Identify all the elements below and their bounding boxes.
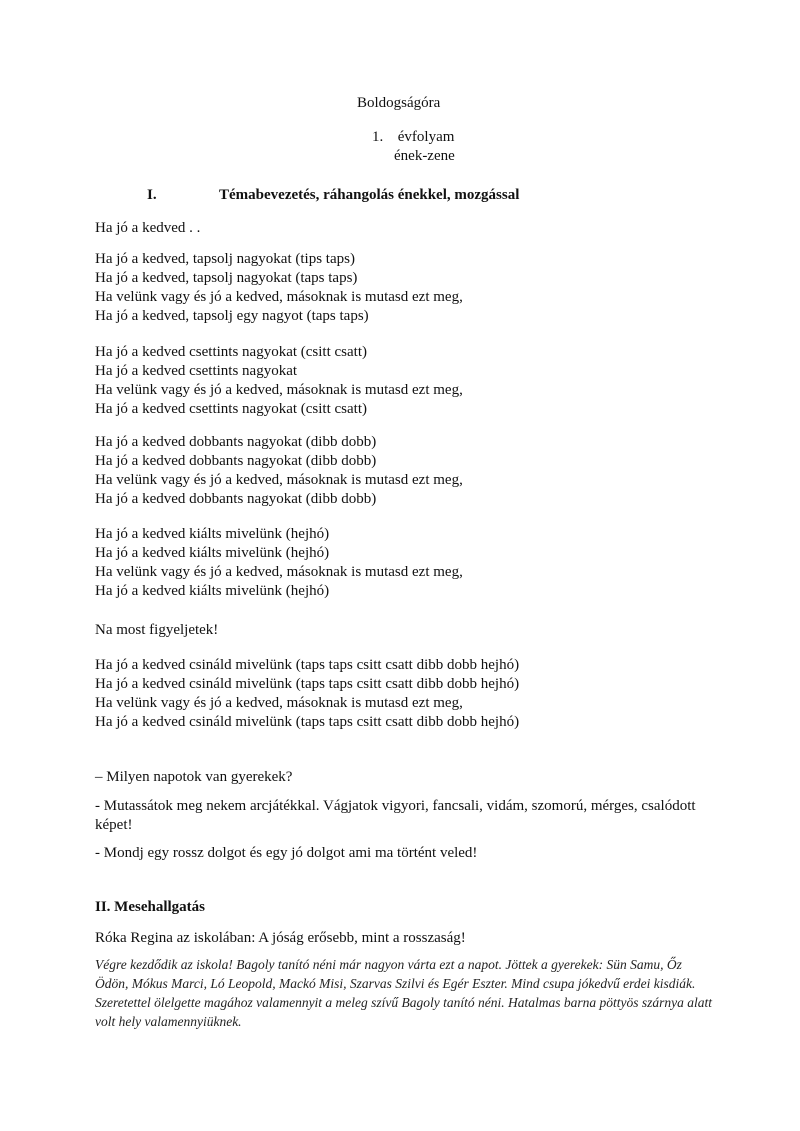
stanza-line: Ha jó a kedved, tapsolj nagyokat (taps taps) (95, 270, 358, 286)
stanza-line: Ha jó a kedved, tapsolj egy nagyot (taps taps) (95, 308, 369, 324)
story-text: Végre kezdődik az iskola! Bagoly tanító néni már nagyon várta ezt a napot. Jöttek a gyerekek: Sün Samu, Őz Ödön, Mókus Marci, Ló Leopold, Mackó Misi, Szarvas Szilvi és Egér Eszter. Mind csupa jókedvű erdei kisdiák. Szeretettel ölelgette magához valamennyit a meleg szívű Bagoly tanító néni. Hatalmas barna pöttyös szárnya alatt volt hely valamennyiüknek. (95, 957, 713, 1029)
stanza-line: Ha jó a kedved kiálts mivelünk (hejhó) (95, 526, 330, 542)
stanza-line: Ha jó a kedved dobbants nagyokat (dibb dobb) (95, 491, 377, 507)
stanza-line: Ha jó a kedved dobbants nagyokat (dibb dobb) (95, 453, 377, 469)
song-title: Ha jó a kedved . . (95, 220, 201, 236)
stanza-line: Ha jó a kedved csettints nagyokat (csitt csatt) (95, 401, 367, 417)
section-1-heading: Témabevezetés, ráhangolás énekkel, mozgással (219, 187, 520, 203)
grade-number: 1. (372, 129, 384, 145)
final-stanza (95, 656, 519, 732)
stanza-2 (95, 343, 463, 419)
stanza-line: Ha jó a kedved csináld mivelünk (taps taps csitt csatt dibb dobb hejhó) (95, 676, 520, 692)
stanza-line: Ha velünk vagy és jó a kedved, másoknak is mutasd ezt meg, (95, 472, 463, 488)
stanza-line: Ha jó a kedved dobbants nagyokat (dibb dobb) (95, 434, 377, 450)
stanza-line: Ha velünk vagy és jó a kedved, másoknak is mutasd ezt meg, (95, 564, 463, 580)
stanza-line: Ha jó a kedved kiálts mivelünk (hejhó) (95, 545, 330, 561)
story-title: Róka Regina az iskolában: A jóság erősebb, mint a rosszaság! (95, 930, 466, 946)
document-title: Boldogságóra (357, 95, 441, 111)
subject-label: ének-zene (394, 148, 455, 164)
stanza-3 (95, 433, 463, 509)
interlude-line: Na most figyeljetek! (95, 622, 219, 638)
stanza-line: Ha jó a kedved, tapsolj nagyokat (tips taps) (95, 251, 355, 267)
grade-line (372, 128, 454, 147)
stanza-line: Ha jó a kedved kiálts mivelünk (hejhó) (95, 583, 330, 599)
stanza-line: Ha jó a kedved csináld mivelünk (taps taps csitt csatt dibb dobb hejhó) (95, 657, 520, 673)
stanza-4 (95, 525, 463, 601)
question-1: – Milyen napotok van gyerekek? (95, 769, 293, 785)
stanza-line: Ha velünk vagy és jó a kedved, másoknak is mutasd ezt meg, (95, 382, 463, 398)
question-3: - Mondj egy rossz dolgot és egy jó dolgot ami ma történt veled! (95, 845, 478, 861)
stanza-line: Ha velünk vagy és jó a kedved, másoknak is mutasd ezt meg, (95, 695, 463, 711)
stanza-line: Ha jó a kedved csettints nagyokat (95, 363, 298, 379)
section-2-heading: II. Mesehallgatás (95, 899, 205, 915)
section-1-number: I. (147, 187, 157, 203)
stanza-line: Ha jó a kedved csináld mivelünk (taps taps csitt csatt dibb dobb hejhó) (95, 714, 520, 730)
question-2: - Mutassátok meg nekem arcjátékkal. Vágjatok vigyori, fancsali, vidám, szomorú, mérges, csalódott képet! (95, 798, 696, 833)
grade-label: évfolyam (397, 129, 455, 145)
stanza-1 (95, 250, 463, 326)
stanza-line: Ha jó a kedved csettints nagyokat (csitt csatt) (95, 344, 367, 360)
stanza-line: Ha velünk vagy és jó a kedved, másoknak is mutasd ezt meg, (95, 289, 463, 305)
